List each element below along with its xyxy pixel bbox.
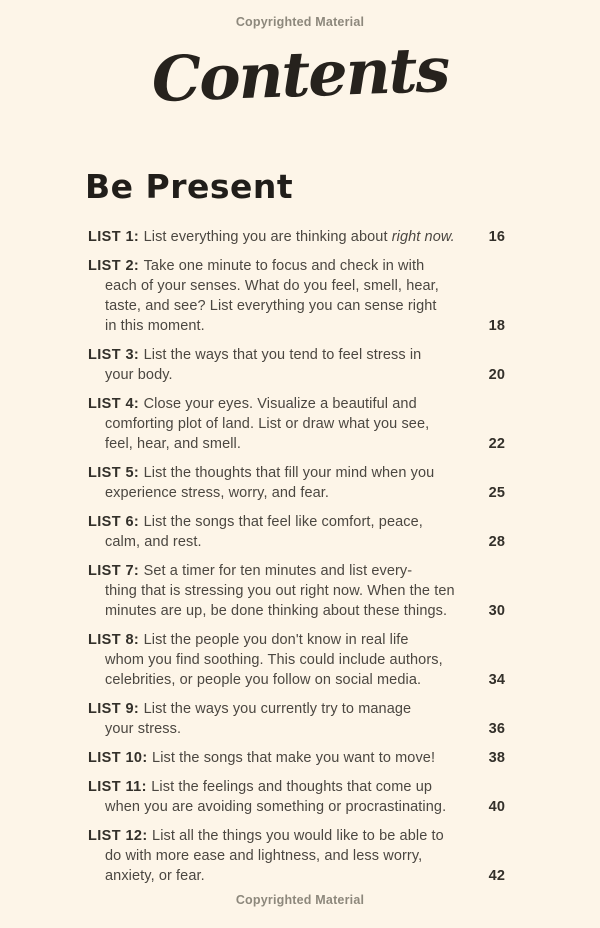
toc-entry-first-line: LIST 7: Set a timer for ten minutes and list every-: [88, 563, 413, 579]
toc-entry-text: [88, 699, 505, 739]
toc-entry-first-line: LIST 1: List everything you are thinking about right now.: [88, 229, 455, 245]
section-heading: Be Present: [85, 167, 294, 206]
toc-entry-6: [88, 512, 505, 552]
toc-entry-first-line: LIST 5: List the thoughts that fill your mind when you: [88, 465, 435, 481]
toc-entry-first-line: LIST 12: List all the things you would like to be able to: [88, 828, 444, 844]
toc-entry-text: [88, 826, 505, 886]
toc-entry-label: LIST 12:: [88, 828, 153, 844]
toc-entry-text: [88, 256, 505, 336]
toc-entry-label: LIST 11:: [88, 779, 152, 795]
toc-entry-continuation-line: your body.: [105, 367, 173, 383]
page-title: Contents: [150, 32, 450, 117]
toc-entry-10: [88, 748, 505, 768]
toc-entry-first-line: LIST 10: List the songs that make you want to move!: [88, 750, 436, 766]
toc-entry-text: [88, 394, 505, 454]
toc-entry-text: [88, 777, 505, 817]
toc-entry-continuation-line: in this moment.: [105, 318, 205, 334]
toc-entry-3: [88, 345, 505, 385]
toc-entry-label: LIST 10:: [88, 750, 153, 766]
toc-entry-continuation-line: anxiety, or fear.: [105, 868, 205, 884]
toc-page-number: 16: [488, 229, 505, 245]
toc-entry-continuation-line: feel, hear, and smell.: [105, 436, 241, 452]
toc-entry-continuation-line: taste, and see? List everything you can sense right: [105, 298, 437, 314]
toc-page-number: 40: [488, 799, 505, 815]
toc-entry-continuation-line: whom you find soothing. This could include authors,: [105, 652, 443, 668]
toc-entry-label: LIST 5:: [88, 465, 144, 481]
toc-entry-label: LIST 8:: [88, 632, 144, 648]
toc-entry-first-line: LIST 11: List the feelings and thoughts that come up: [88, 779, 433, 795]
toc-entry-continuation-line: comforting plot of land. List or draw what you see,: [105, 416, 430, 432]
toc-entry-first-line: LIST 2: Take one minute to focus and check in with: [88, 258, 425, 274]
toc-entry-continuation-line: celebrities, or people you follow on social media.: [105, 672, 422, 688]
toc-entry-continuation-line: minutes are up, be done thinking about these things.: [105, 603, 448, 619]
toc-entry-italic-text: right now.: [391, 229, 455, 245]
toc-entry-text: [88, 463, 505, 503]
toc-entry-5: [88, 463, 505, 503]
toc-page-number: 36: [488, 721, 505, 737]
toc-page-number: 20: [488, 367, 505, 383]
toc-page-number: 28: [488, 534, 505, 550]
toc-entry-continuation-line: experience stress, worry, and fear.: [105, 485, 330, 501]
toc-entry-continuation-line: each of your senses. What do you feel, smell, hear,: [105, 278, 439, 294]
toc-entry-text: [88, 512, 505, 552]
toc-entry-4: [88, 394, 505, 454]
toc-entry-9: [88, 699, 505, 739]
toc-entry-continuation-line: thing that is stressing you out right now. When the ten: [105, 583, 455, 599]
toc-entry-label: LIST 9:: [88, 701, 144, 717]
copyright-notice-top: Copyrighted Material: [235, 15, 365, 29]
toc-entry-continuation-line: when you are avoiding something or procrastinating.: [105, 799, 447, 815]
toc-entry-text: [88, 227, 505, 247]
toc-entry-first-line: LIST 3: List the ways that you tend to feel stress in: [88, 347, 422, 363]
toc-entry-1: [88, 227, 505, 247]
toc-page-number: 18: [488, 318, 505, 334]
toc-entry-label: LIST 2:: [88, 258, 144, 274]
toc-page-number: 22: [488, 436, 505, 452]
toc-entry-12: [88, 826, 505, 886]
toc-entry-continuation-line: your stress.: [105, 721, 182, 737]
toc-page-number: 42: [488, 868, 505, 884]
toc-entry-first-line: LIST 6: List the songs that feel like comfort, peace,: [88, 514, 423, 530]
toc-entry-7: [88, 561, 505, 621]
toc-entry-2: [88, 256, 505, 336]
toc-entry-first-line: LIST 8: List the people you don't know in real life: [88, 632, 409, 648]
copyright-notice-bottom: Copyrighted Material: [235, 893, 365, 907]
toc-entry-first-line: LIST 9: List the ways you currently try to manage: [88, 701, 412, 717]
toc-entry-label: LIST 3:: [88, 347, 144, 363]
toc-entry-continuation-line: do with more ease and lightness, and less worry,: [105, 848, 423, 864]
toc-page-number: 25: [488, 485, 505, 501]
toc-entry-label: LIST 7:: [88, 563, 144, 579]
toc-entry-8: [88, 630, 505, 690]
toc-entry-label: LIST 1:: [88, 229, 144, 245]
toc-entry-text: [88, 561, 505, 621]
toc-entry-label: LIST 4:: [88, 396, 144, 412]
table-of-contents: [88, 227, 505, 895]
toc-entry-text: [88, 630, 505, 690]
toc-page-number: 38: [488, 750, 505, 766]
toc-entry-text: [88, 345, 505, 385]
toc-page-number: 30: [488, 603, 505, 619]
toc-entry-text: [88, 748, 505, 768]
toc-entry-11: [88, 777, 505, 817]
toc-entry-continuation-line: calm, and rest.: [105, 534, 202, 550]
toc-entry-first-line: LIST 4: Close your eyes. Visualize a beautiful and: [88, 396, 417, 412]
toc-page-number: 34: [488, 672, 505, 688]
toc-entry-label: LIST 6:: [88, 514, 144, 530]
